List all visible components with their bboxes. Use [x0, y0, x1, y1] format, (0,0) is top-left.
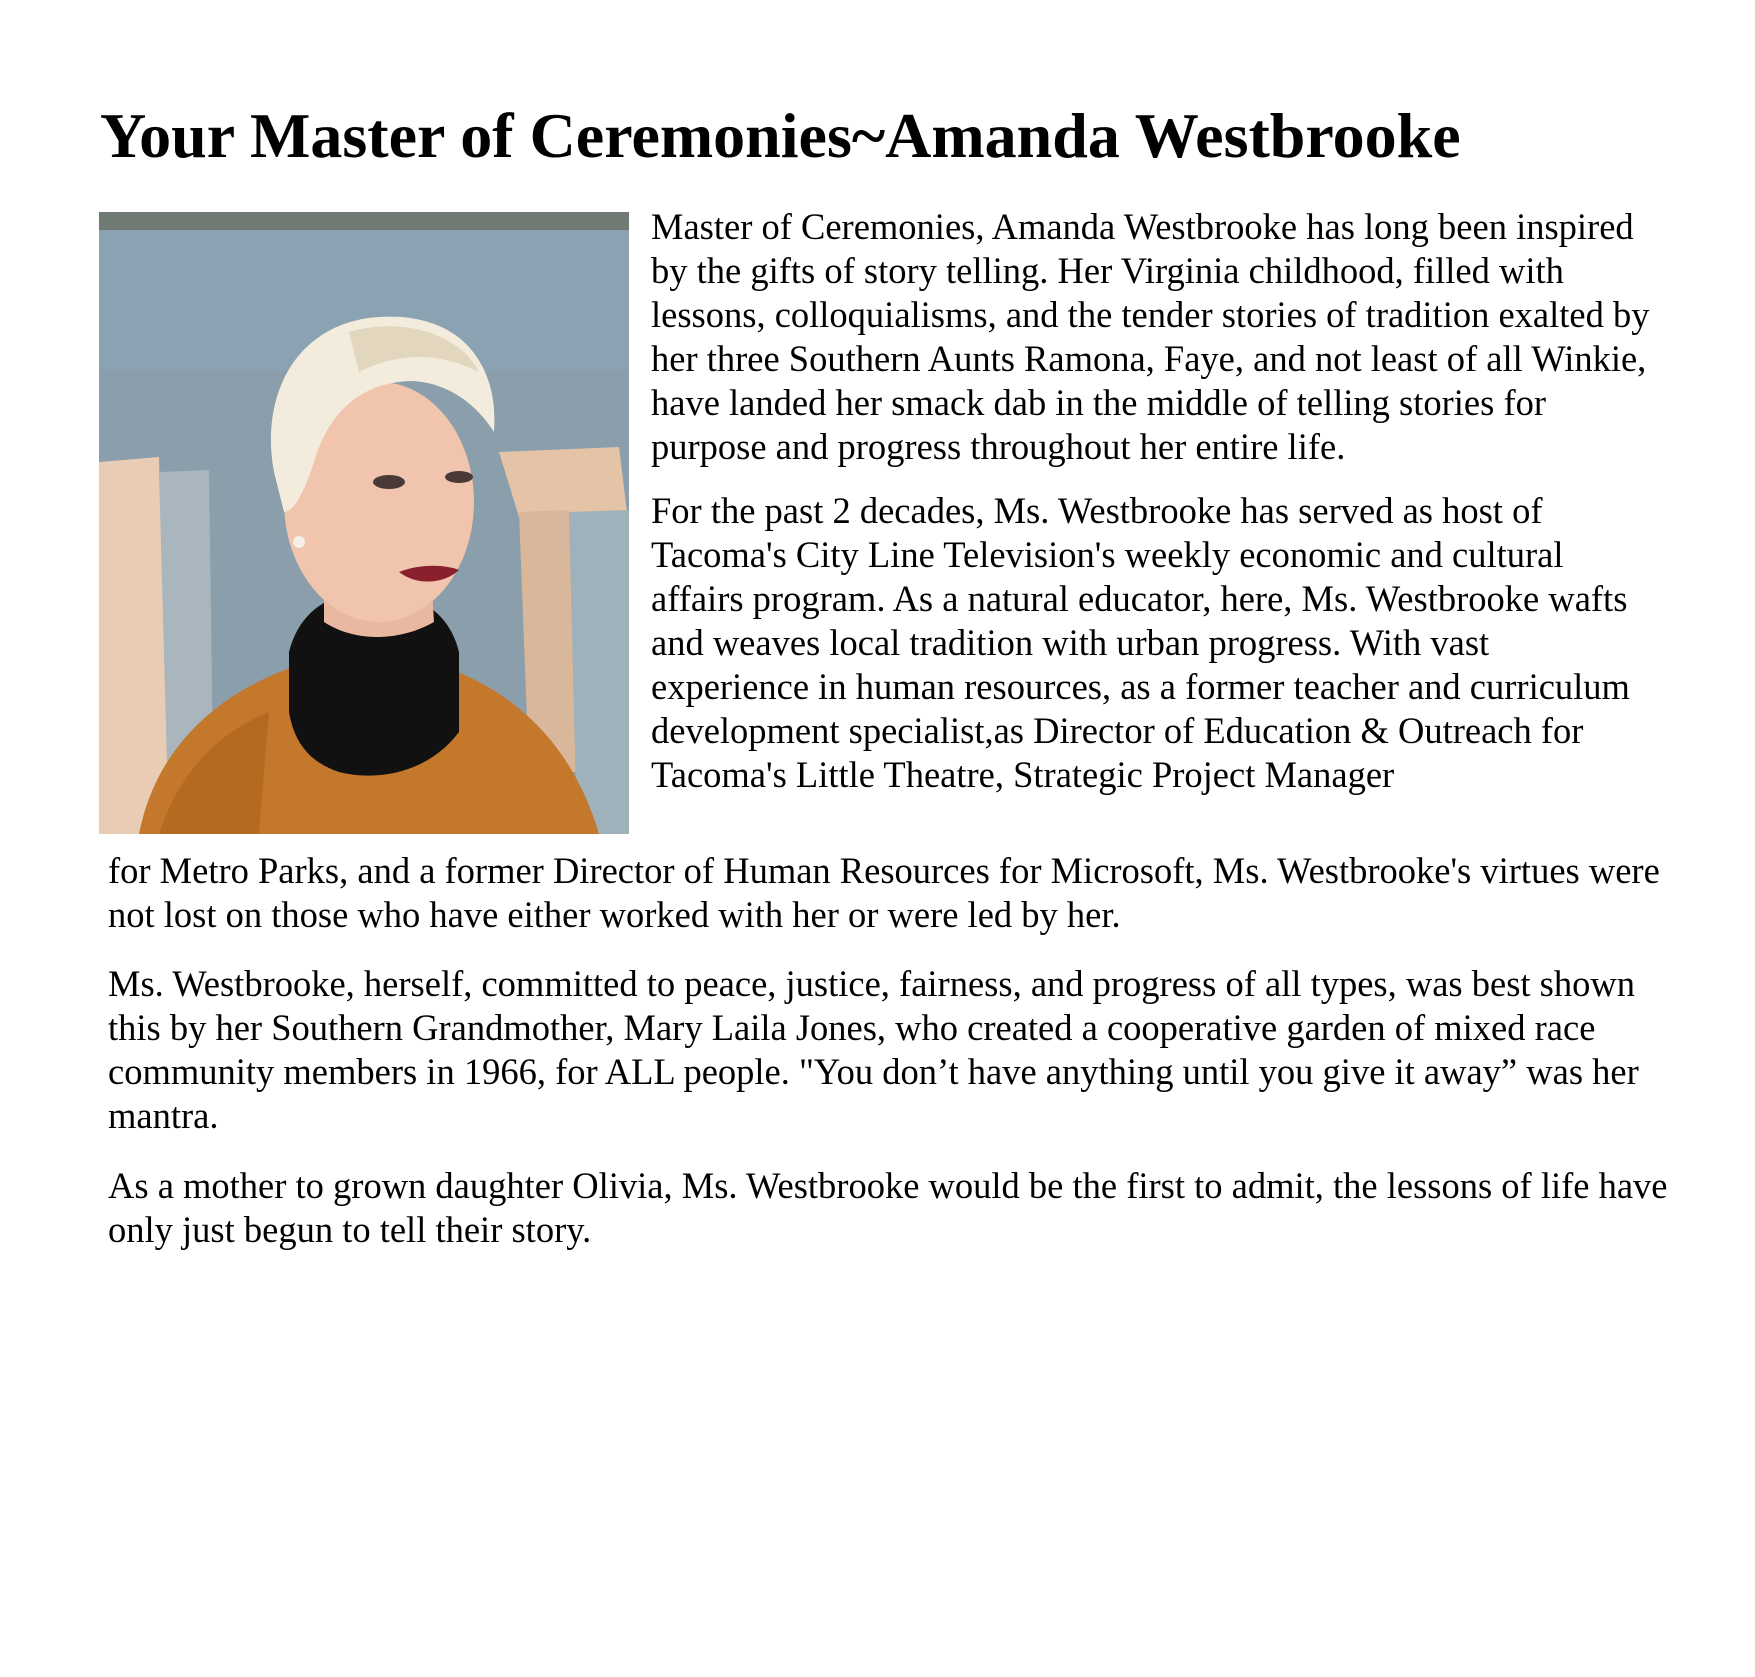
intro-column — [651, 205, 1651, 817]
page-title: Your Master of Ceremonies~Amanda Westbrooke — [100, 100, 1461, 171]
portrait-illustration — [99, 212, 629, 834]
paragraph-values: Ms. Westbrooke, herself, committed to peace, justice, fairness, and progress of all types, was best shown this by her Southern Grandmother, Mary Laila Jones, who created a cooperative garden of mixed race community members in 1966, for ALL people. "You don’t have anything until you give it away” was her mantra. — [108, 963, 1639, 1136]
paragraph-career-start: For the past 2 decades, Ms. Westbrooke has served as host of Tacoma's City Line Television's weekly economic and cultural affairs program. As a natural educator, here, Ms. Westbrooke wafts and weaves local tradition with urban progress. With vast experience in human resources, as a former teacher and curriculum development specialist,as Director of Education & Outreach for Tacoma's Little Theatre, Strategic Project Manager — [651, 490, 1630, 795]
paragraph-career-end: for Metro Parks, and a former Director of Human Resources for Microsoft, Ms. Westbrooke's virtues were not lost on those who have either worked with her or were led by her. — [108, 850, 1660, 935]
paragraph-family: As a mother to grown daughter Olivia, Ms. Westbrooke would be the first to admit, the lessons of life have only just begun to tell their story. — [108, 1165, 1668, 1250]
paragraph-intro: Master of Ceremonies, Amanda Westbrooke has long been inspired by the gifts of story telling. Her Virginia childhood, filled with lessons, colloquialisms, and the tender stories of tradition exalted by her three Southern Aunts Ramona, Faye, and not least of all Winkie, have landed her smack dab in the middle of telling stories for purpose and progress throughout her entire life. — [651, 206, 1650, 467]
portrait-photo — [99, 212, 629, 834]
